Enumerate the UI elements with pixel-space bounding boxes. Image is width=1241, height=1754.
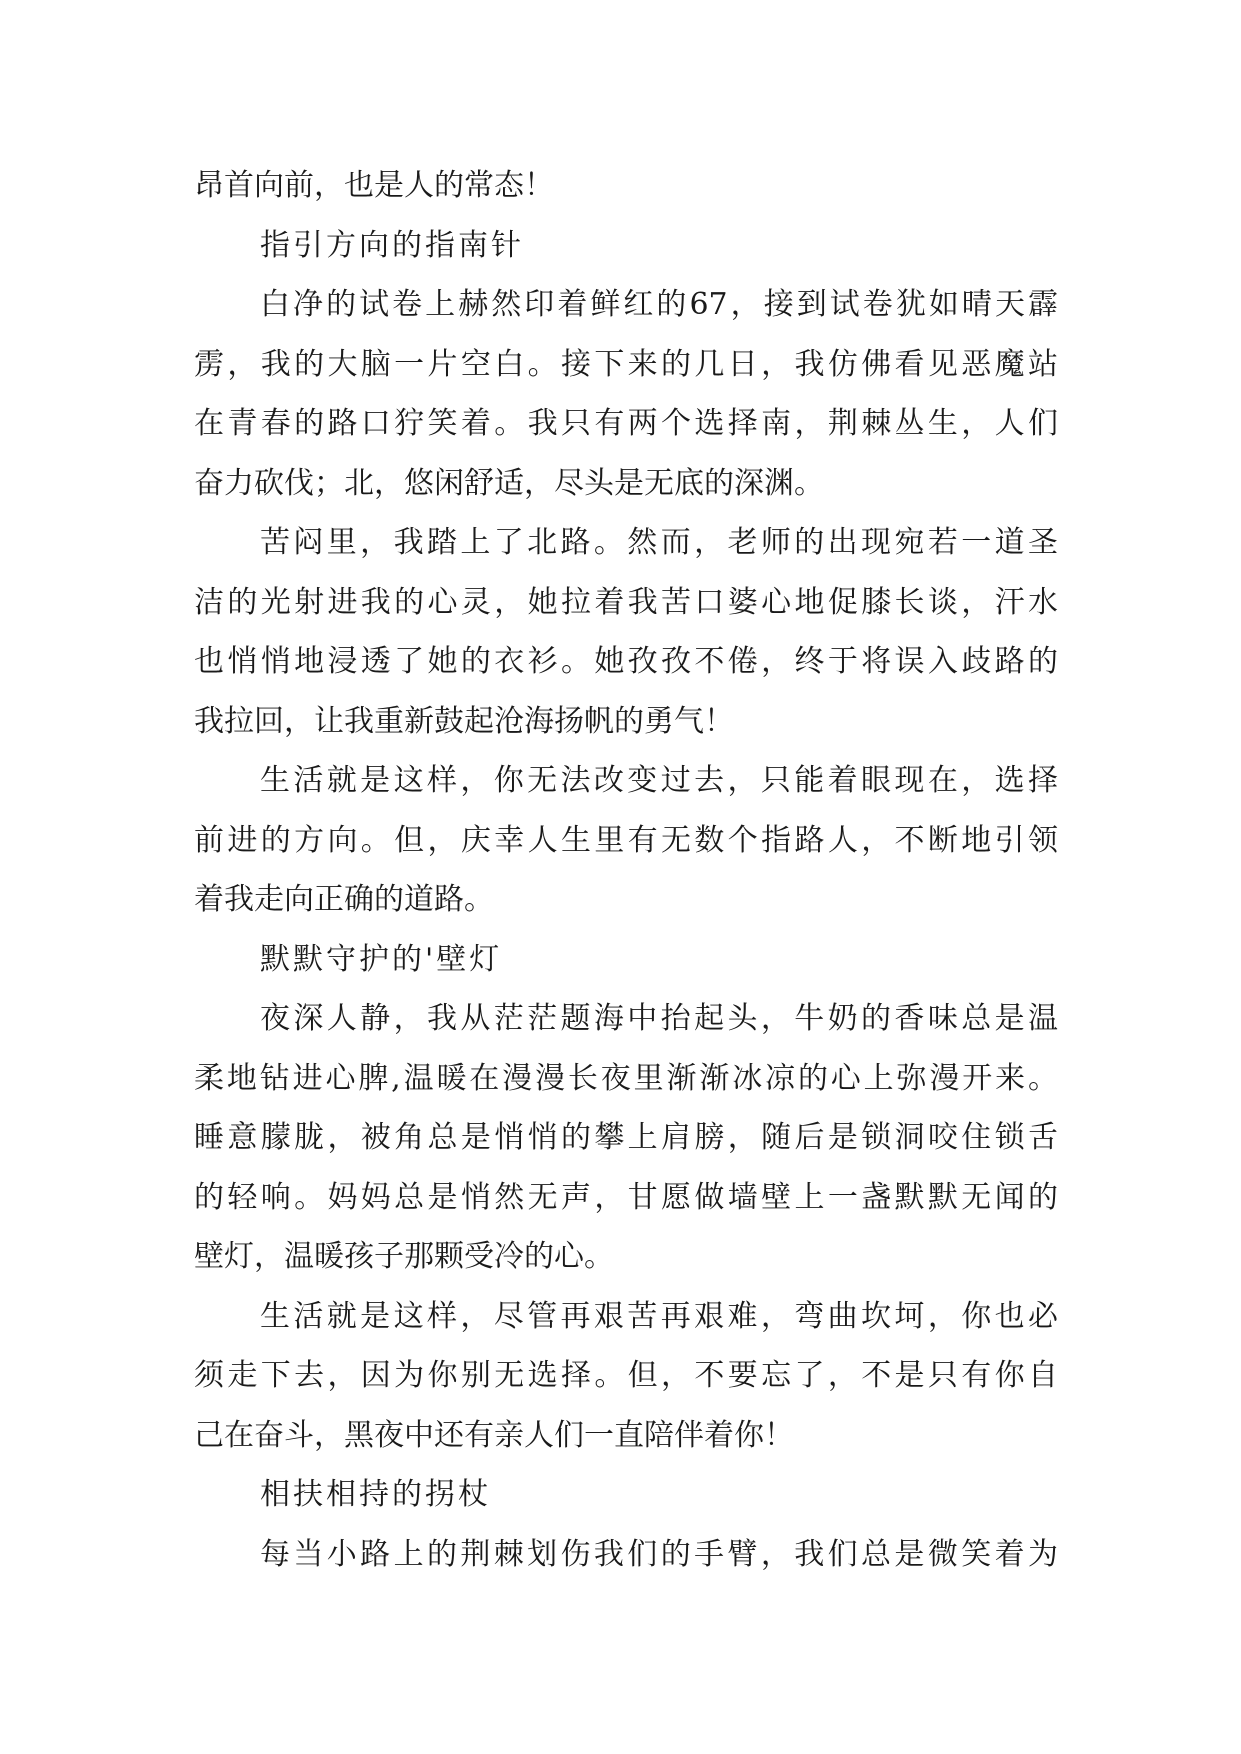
section-heading: 相扶相持的拐杖	[260, 1477, 491, 1512]
text-line: 柔地钻进心脾,温暖在漫漫长夜里渐渐冰凉的心上弥漫开来。	[194, 1060, 1058, 1096]
text-line: 每当小路上的荆棘划伤我们的手臂，我们总是微笑着为	[260, 1536, 1058, 1572]
document-body	[194, 156, 1058, 1584]
section-heading: 默默守护的'壁灯	[260, 941, 503, 977]
paragraph	[194, 989, 1058, 1287]
text-line: 也悄悄地浸透了她的衣衫。她孜孜不倦，终于将误入歧路的	[194, 644, 1058, 679]
text-line: 生活就是这样，你无法改变过去，只能着眼现在，选择	[260, 763, 1058, 798]
text-line: 夜深人静，我从茫茫题海中抬起头，牛奶的香味总是温	[260, 1001, 1058, 1036]
text-line: 苦闷里，我踏上了北路。然而，老师的出现宛若一道圣	[260, 525, 1058, 560]
paragraph	[194, 275, 1058, 513]
text-line: 着我走向正确的道路。	[194, 882, 494, 917]
text-line: 须走下去，因为你别无选择。但，不要忘了，不是只有你自	[194, 1358, 1058, 1393]
text-line: 睡意朦胧，被角总是悄悄的攀上肩膀，随后是锁洞咬住锁舌	[194, 1120, 1058, 1155]
text-line: 雳，我的大脑一片空白。接下来的几日，我仿佛看见恶魔站	[194, 346, 1058, 382]
text-line: 己在奋斗，黑夜中还有亲人们一直陪伴着你！	[194, 1417, 794, 1453]
text-line: 洁的光射进我的心灵，她拉着我苦口婆心地促膝长谈，汗水	[194, 584, 1058, 620]
paragraph	[194, 751, 1058, 930]
text-line: 我拉回，让我重新鼓起沧海扬帆的勇气！	[194, 703, 734, 739]
text-line: 前进的方向。但，庆幸人生里有无数个指路人，不断地引领	[194, 822, 1058, 858]
text-line: 生活就是这样，尽管再艰苦再艰难，弯曲坎坷，你也必	[260, 1298, 1058, 1334]
text-line: 壁灯，温暖孩子那颗受冷的心。	[194, 1239, 614, 1274]
section	[194, 1465, 1058, 1584]
text-line: 奋力砍伐；北，悠闲舒适，尽头是无底的深渊。	[194, 465, 824, 501]
text-line: 在青春的路口狞笑着。我只有两个选择南，荆棘丛生，人们	[194, 406, 1058, 441]
paragraph	[194, 1525, 1058, 1585]
paragraph	[194, 513, 1058, 751]
section	[194, 216, 1058, 930]
text-line: 白净的试卷上赫然印着鲜红的67，接到试卷犹如晴天霹	[260, 287, 1058, 322]
section	[194, 930, 1058, 1466]
paragraph	[194, 1287, 1058, 1466]
text-line: 的轻响。妈妈总是悄然无声，甘愿做墙壁上一盏默默无闻的	[194, 1179, 1058, 1215]
text-line: 昂首向前，也是人的常态！	[194, 168, 554, 203]
paragraph	[194, 156, 1058, 216]
section-heading: 指引方向的指南针	[260, 227, 524, 263]
